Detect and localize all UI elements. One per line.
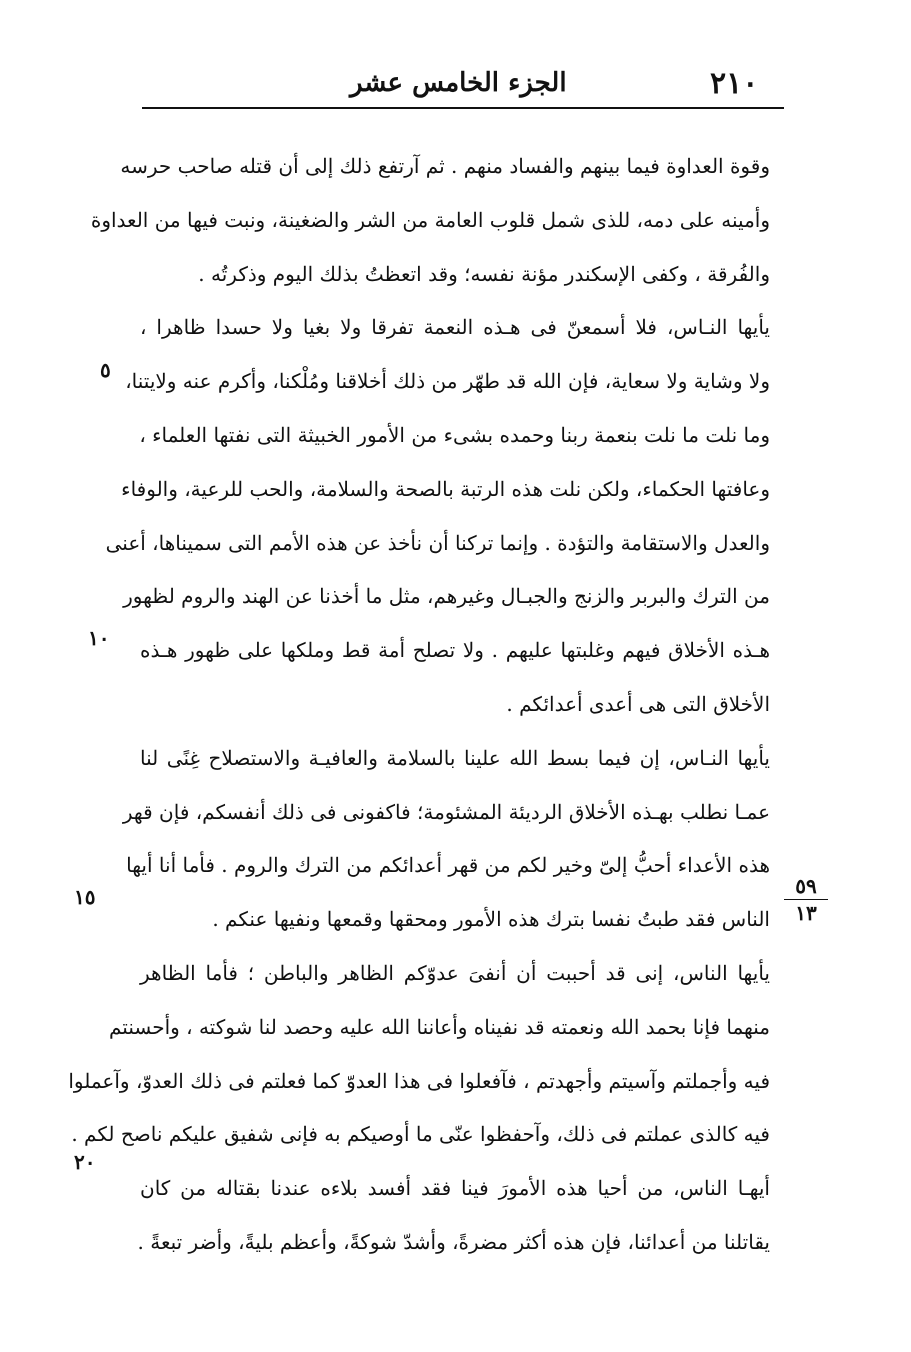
page-header [0, 0, 911, 120]
header-rule [142, 107, 784, 109]
page-number: ٢١٠ [710, 66, 759, 101]
text-line: يأيها النـاس، فلا أسمعنّ فى هـذه النعمة تفرقا ولا بغيا ولا حسدا ظاهرا ، [140, 315, 770, 340]
running-title: الجزء الخامس عشر [350, 68, 567, 98]
text-line: الناس فقد طبتُ نفسا بترك هذه الأمور ومحقها وقمعها ونفيها عنكم . [212, 907, 770, 932]
text-line: هذه الأعداء أحبُّ إلىّ وخير لكم من قهر أعدائكم من الترك والروم . فأما أنا أيها [126, 853, 770, 878]
text-line: وعافتها الحكماء، ولكن نلت هذه الرتبة بالصحة والسلامة، والحب للرعية، والوفاء [121, 476, 770, 501]
text-line: والفُرقة ، وكفى الإسكندر مؤنة نفسه؛ وقد اتعظتُ بذلك اليوم وذكرتُه . [198, 261, 770, 286]
text-line: من الترك والبربر والزنج والجبـال وغيرهم، مثل ما أخذنا عن الهند والروم لظهور [123, 584, 770, 609]
text-line: وما نلت ما نلت بنعمة ربنا وحمده بشىء من الأمور الخبيثة التى نفتها العلماء ، [139, 422, 770, 447]
text-line: والعدل والاستقامة والتؤدة . وإنما تركنا أن نأخذ عن هذه الأمم التى سميناها، أعنى [105, 530, 770, 555]
source-reference [780, 873, 832, 926]
text-line: يقاتلنا من أعدائنا، فإن هذه أكثر مضرةً، وأشدّ شوكةً، وأعظم بليةً، وأضر تبعةً . [137, 1229, 770, 1254]
text-line: فيه وأجملتم وآسيتم وأجهدتم ، فآفعلوا فى هذا العدوّ كما فعلتم فى ذلك العدوّ، وآعملوا [68, 1068, 770, 1093]
text-line: هـذه الأخلاق فيهم وغلبتها عليهم . ولا تصلح أمة قط وملكها على ظهور هـذه [140, 638, 770, 663]
text-line: وأمينه على دمه، للذى شمل قلوب العامة من الشر والضغينة، ونبت فيها من العداوة [90, 207, 770, 232]
text-line: يأيها النـاس، إن فيما بسط الله علينا بالسلامة والعافيـة والاستصلاح غِنًى لنا [140, 745, 770, 770]
margin-line-number: ٢٠ [74, 1150, 96, 1174]
text-line: وقوة العداوة فيما بينهم والفساد منهم . ثم آرتفع ذلك إلى أن قتله صاحب حرسه [120, 154, 770, 178]
text-line: ولا وشاية ولا سعاية، فإن الله قد طهّر من ذلك أخلاقنا ومُلْكنا، وأكرم عنه ولايتنا، [125, 369, 770, 394]
reference-bottom: ١٣ [795, 901, 817, 925]
text-line: أيهـا الناس، من أحيا هذه الأمورَ فينا فقد أفسد بلاءه عندنا بقتاله من كان [140, 1176, 770, 1201]
margin-line-number: ١٠ [88, 626, 110, 650]
margin-line-number: ٥ [100, 358, 111, 382]
text-line: عمـا نطلب بهـذه الأخلاق الرديئة المشئومة؛ فاكفونى فى ذلك أنفسكم، فإن قهر [122, 799, 770, 824]
text-line: الأخلاق التى هى أعدى أعدائكم . [506, 691, 770, 716]
margin-line-number: ١٥ [74, 885, 96, 909]
text-line: فيه كالذى عملتم فى ذلك، وآحفظوا عنّى ما أوصيكم به فإنى شفيق عليكم ناصح لكم . [71, 1122, 770, 1147]
text-line: منهما فإنا بحمد الله ونعمته قد نفيناه وأعاننا الله عليه وحصد لنا شوكته ، وأحسنتم [108, 1014, 770, 1039]
reference-top: ٥٩ [795, 874, 817, 898]
text-line: يأيها الناس، إنى قد أحببت أن أنفىَ عدوّكم الظاهر والباطن ؛ فأما الظاهر [140, 960, 770, 985]
